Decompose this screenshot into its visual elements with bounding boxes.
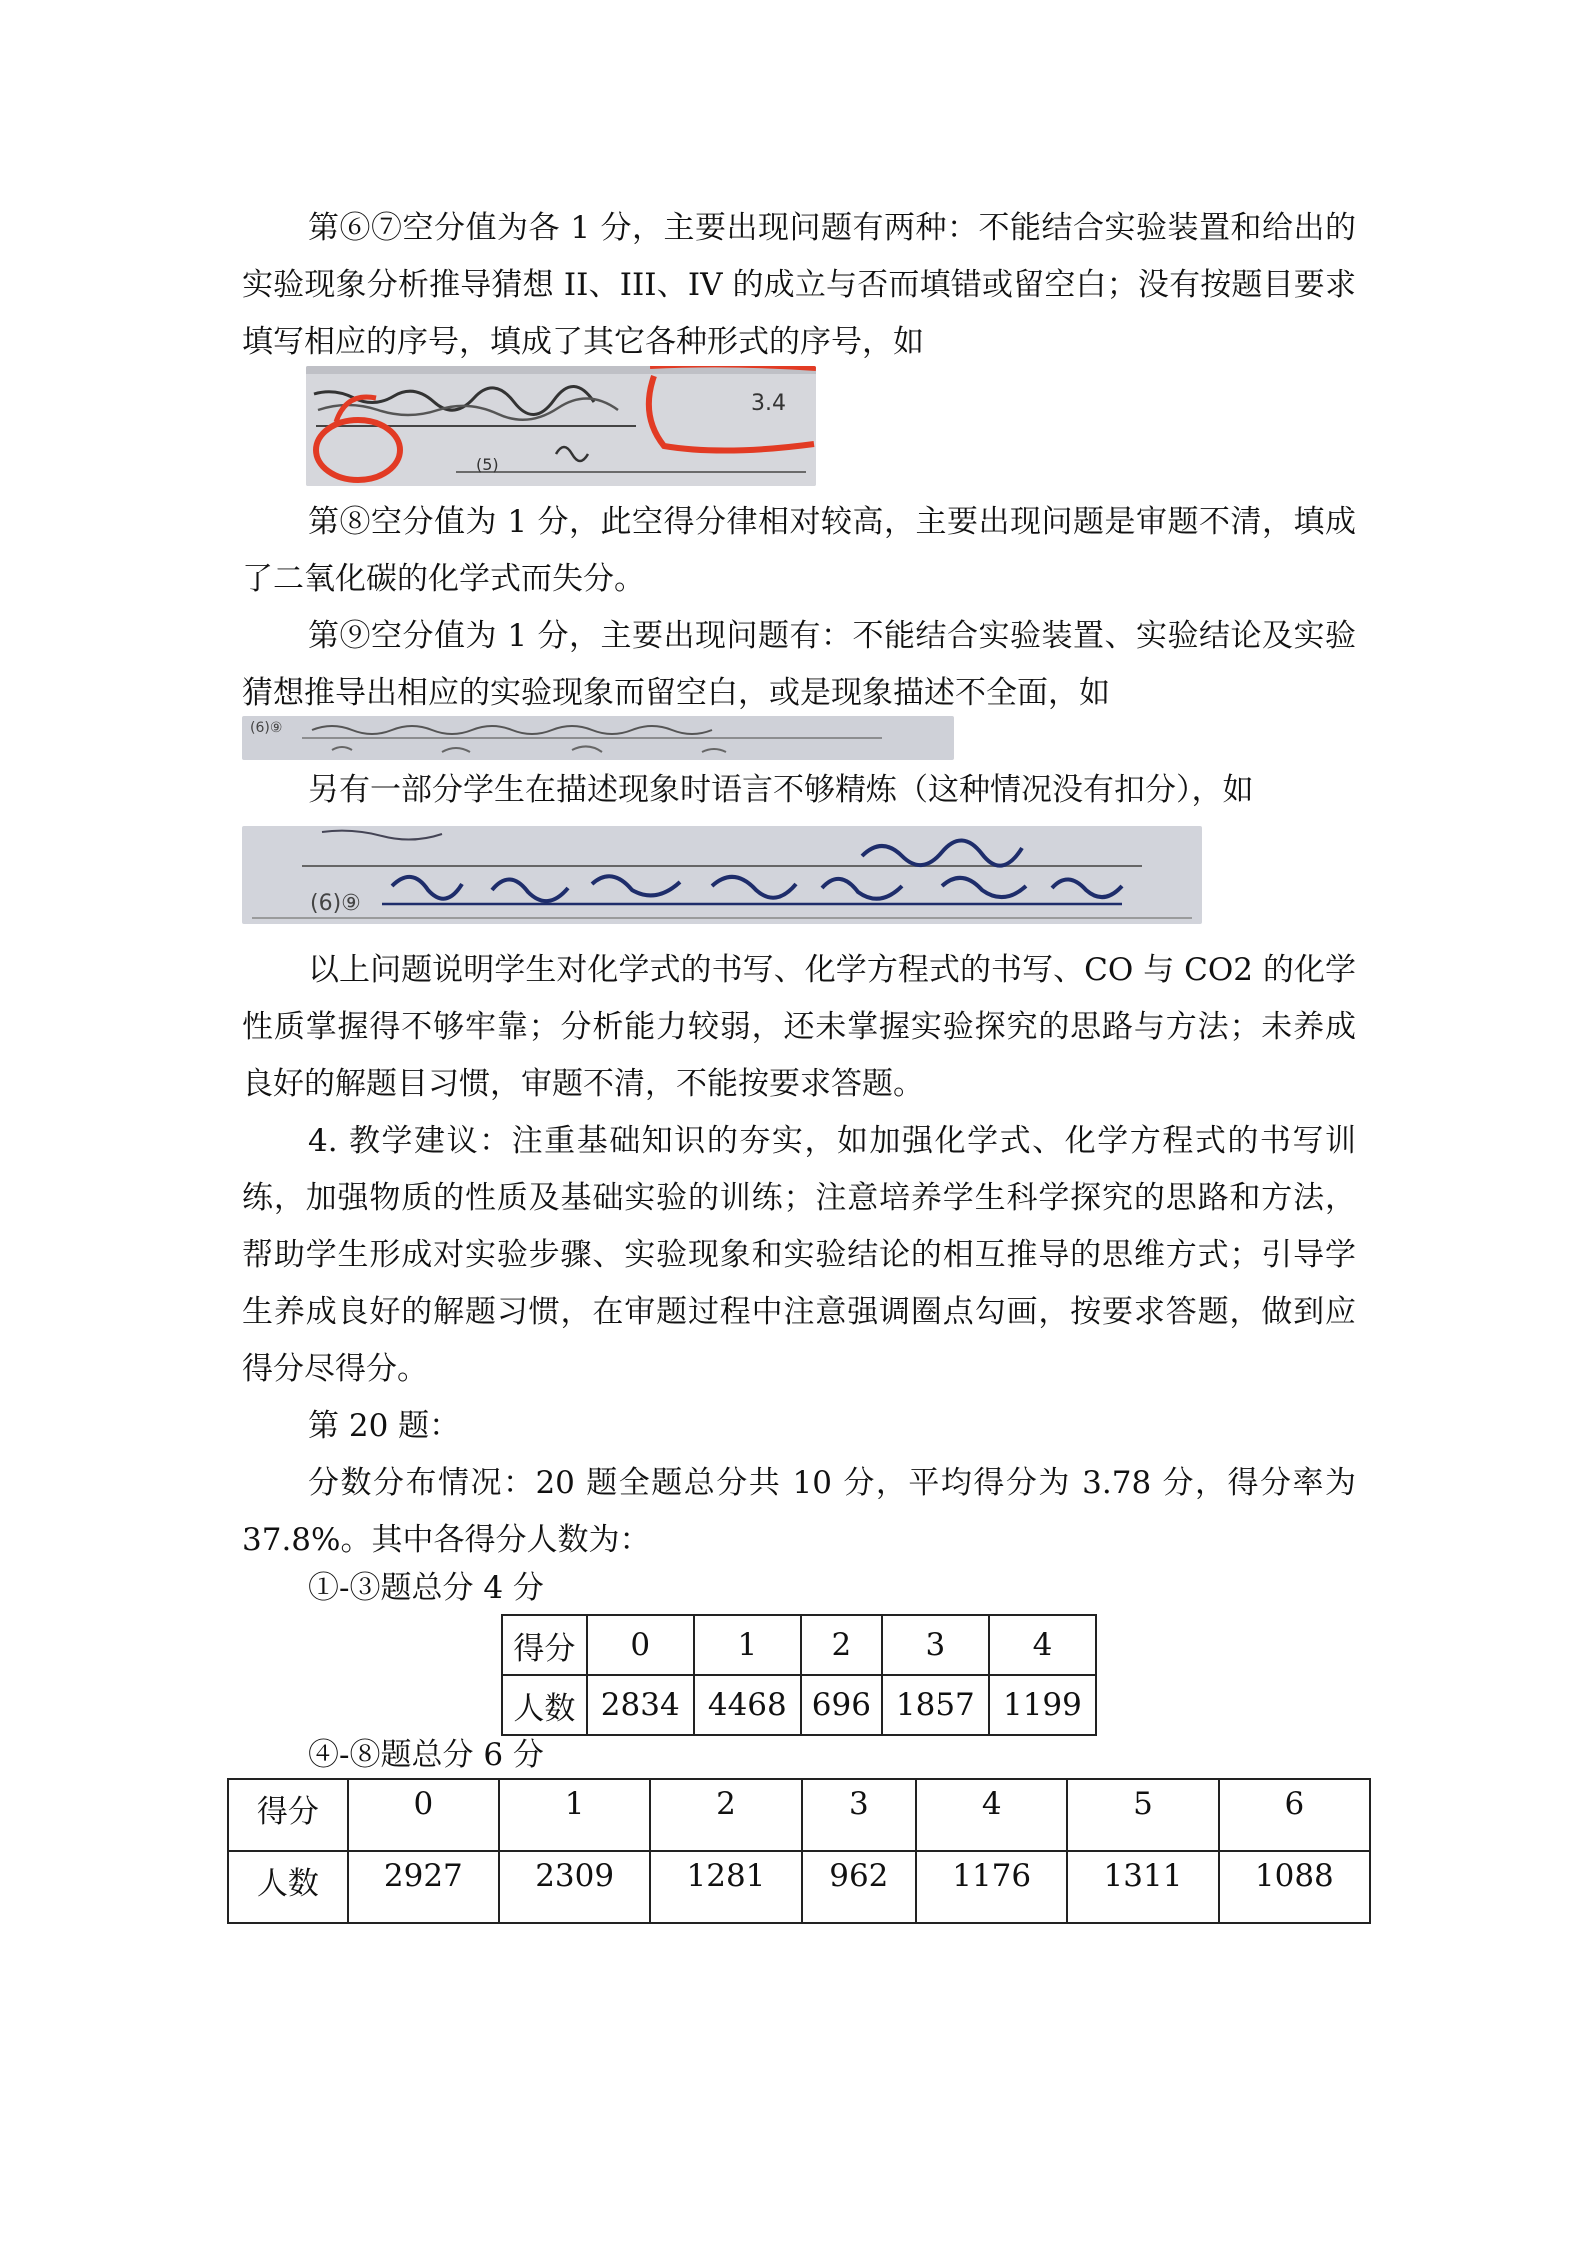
paragraph-teaching-suggestions: 4. 教学建议：注重基础知识的夯实，如加强化学式、化学方程式的书写训练，加强物质的性质及基础实验的训练；注意培养学生科学探究的思路和方法，帮助学生形成对实验步骤、实验现象和实验结论的相互推导的思维方式；引导学生养成良好的解题习惯，在审题过程中注意强调圈点勾画，按要求答题，做到应得分尽得分。 (242, 1123, 1356, 1387)
table-cell: 4468 (694, 1675, 801, 1735)
table-cell: 2309 (499, 1851, 650, 1923)
paragraph-problem-summary: 以上问题说明学生对化学式的书写、化学方程式的书写、CO 与 CO2 的化学性质掌握得不够牢靠；分析能力较弱，还未掌握实验探究的思路与方法；未养成良好的解题目习惯，审题不清，不能按要求答题。 (242, 952, 1356, 1102)
table-cell: 1199 (989, 1675, 1096, 1735)
table-cell: 4 (989, 1615, 1096, 1675)
table1-header-count: 人数 (502, 1675, 587, 1735)
table-cell: 2834 (587, 1675, 694, 1735)
table-cell: 3 (802, 1779, 916, 1851)
table-cell: 1 (499, 1779, 650, 1851)
table-cell: 4 (916, 1779, 1067, 1851)
table-cell: 1 (694, 1615, 801, 1675)
handwriting-scan-3 (242, 826, 1202, 924)
table2-caption: ④-⑧题总分 6 分 (308, 1737, 544, 1773)
student-answer-photo-1 (306, 366, 816, 486)
table-cell: 5 (1067, 1779, 1218, 1851)
score-table-q1-3 (501, 1614, 1097, 1736)
table-cell: 2 (650, 1779, 801, 1851)
table-cell: 2927 (348, 1851, 499, 1923)
table-row (228, 1851, 1370, 1923)
table-cell: 962 (802, 1851, 916, 1923)
table-row (502, 1615, 1096, 1675)
student-answer-photo-2 (242, 716, 954, 760)
table-cell: 0 (348, 1779, 499, 1851)
paragraph-question-20-heading: 第 20 题： (308, 1408, 461, 1444)
paragraph-blank-8: 第⑧空分值为 1 分，此空得分律相对较高，主要出现问题是审题不清，填成了二氧化碳的化学式而失分。 (242, 504, 1356, 597)
table-cell: 0 (587, 1615, 694, 1675)
table-cell: 1311 (1067, 1851, 1218, 1923)
table-cell: 696 (801, 1675, 882, 1735)
paragraph-blank-6-7: 第⑥⑦空分值为各 1 分，主要出现问题有两种：不能结合实验装置和给出的实验现象分析推导猜想 II、III、IV 的成立与否而填错或留空白；没有按题目要求填写相应的序号，填成了其它各种形式的序号，如 (242, 210, 1356, 360)
handwriting-scan-1 (306, 366, 816, 486)
photo2-label: (6)⑨ (250, 720, 283, 736)
table-cell: 1176 (916, 1851, 1067, 1923)
student-answer-photo-3 (242, 826, 1202, 924)
table-cell: 2 (801, 1615, 882, 1675)
paragraph-blank-9: 第⑨空分值为 1 分，主要出现问题有：不能结合实验装置、实验结论及实验猜想推导出相应的实验现象而留空白，或是现象描述不全面，如 (242, 618, 1356, 711)
photo1-label-5: (5) (476, 455, 499, 474)
table-cell: 3 (882, 1615, 989, 1675)
paragraph-score-distribution: 分数分布情况：20 题全题总分共 10 分，平均得分为 3.78 分，得分率为 37.8%。其中各得分人数为： (242, 1465, 1356, 1558)
table-cell: 1088 (1219, 1851, 1370, 1923)
score-table-q4-8 (227, 1778, 1371, 1924)
table-cell: 6 (1219, 1779, 1370, 1851)
table-row (228, 1779, 1370, 1851)
table1-header-score: 得分 (502, 1615, 587, 1675)
table2-header-score: 得分 (228, 1779, 348, 1851)
table2-header-count: 人数 (228, 1851, 348, 1923)
handwriting-scan-2 (242, 716, 954, 760)
photo3-label: (6)⑨ (310, 891, 361, 916)
table1-caption: ①-③题总分 4 分 (308, 1570, 544, 1606)
photo1-label-34: 3.4 (751, 391, 786, 416)
table-row (502, 1675, 1096, 1735)
paragraph-language-precision: 另有一部分学生在描述现象时语言不够精炼（这种情况没有扣分），如 (308, 772, 1254, 808)
table-cell: 1281 (650, 1851, 801, 1923)
table-cell: 1857 (882, 1675, 989, 1735)
